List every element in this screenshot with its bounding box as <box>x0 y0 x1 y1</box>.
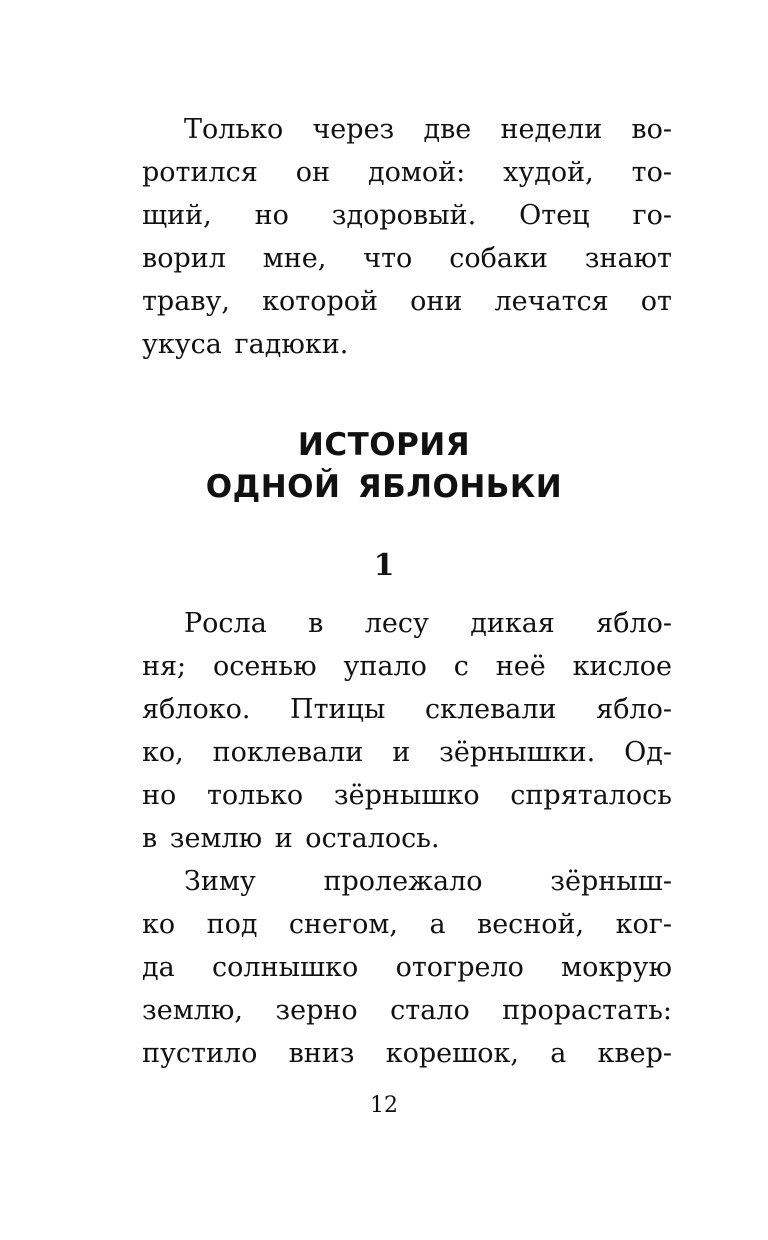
text-line: да солнышко отогрело мокрую <box>142 952 672 983</box>
text-line: землю, зерно стало прорастать: <box>142 995 672 1026</box>
text-line: ворил мне, что собаки знают <box>142 243 672 274</box>
text-line: щий, но здоровый. Отец го- <box>142 200 672 231</box>
text-line: ко под снегом, а весной, ког- <box>142 909 672 940</box>
text-line: Зиму пролежало зёрныш- <box>184 866 672 897</box>
chapter-number: 1 <box>373 548 395 583</box>
text-line: ня; осенью упало с неё кислое <box>142 651 672 682</box>
text-line: в землю и осталось. <box>142 823 440 854</box>
page-number: 12 <box>370 1093 398 1118</box>
text-line: ротился он домой: худой, то- <box>142 157 672 188</box>
text-line: укуса гадюки. <box>142 329 349 360</box>
paragraph-continuation <box>142 108 672 366</box>
text-line: яблоко. Птицы склевали ябло- <box>142 694 672 725</box>
paragraph-story-start <box>142 602 672 860</box>
paragraph-winter <box>142 860 672 1075</box>
story-title-line-1: ИСТОРИЯ <box>297 427 471 463</box>
text-line: Росла в лесу дикая ябло- <box>184 608 672 639</box>
text-line: Только через две недели во- <box>184 114 672 145</box>
story-title-line-2: ОДНОЙ ЯБЛОНЬКИ <box>205 469 563 505</box>
text-line: ко, поклевали и зёрнышки. Од- <box>142 737 672 768</box>
text-line: траву, которой они лечатся от <box>142 286 672 317</box>
text-line: но только зёрнышко спряталось <box>142 780 672 811</box>
text-line: пустило вниз корешок, а квер- <box>142 1038 672 1069</box>
